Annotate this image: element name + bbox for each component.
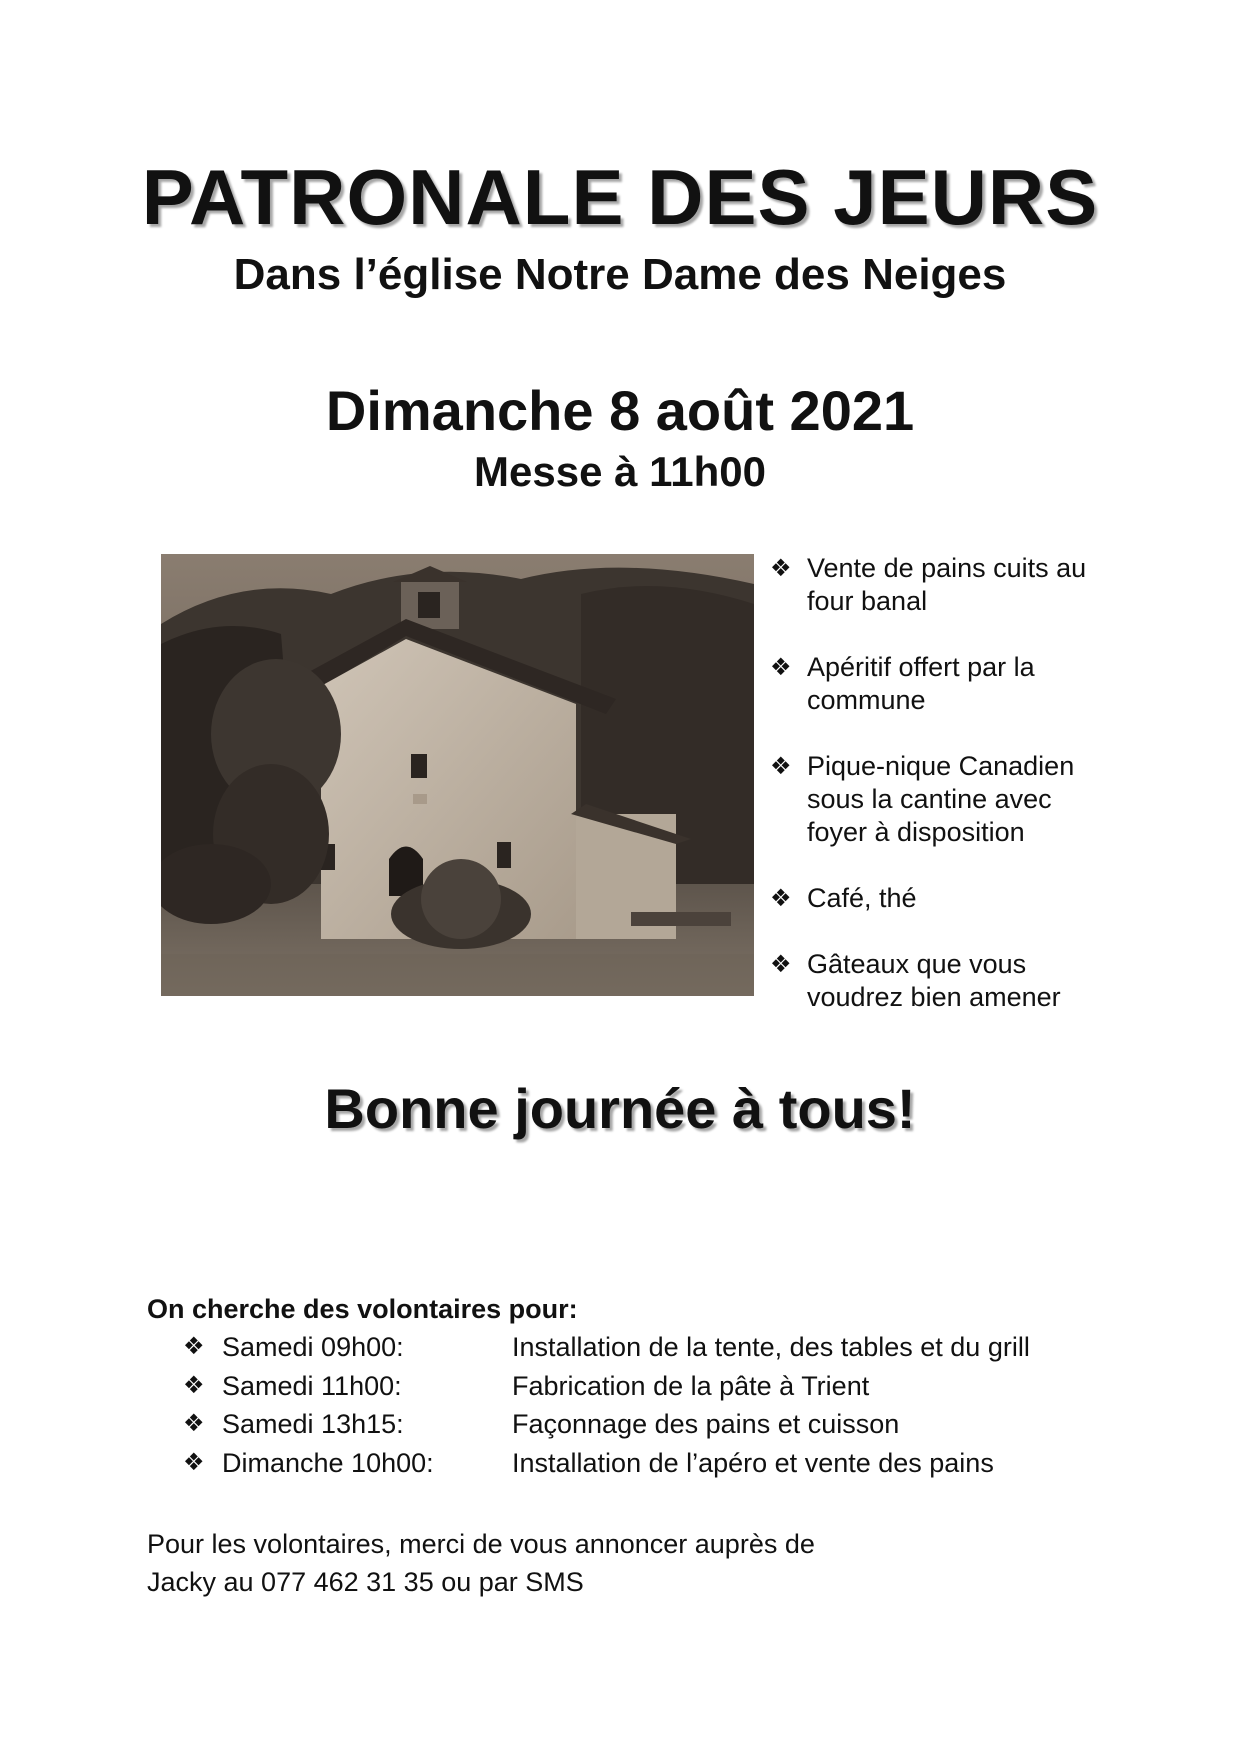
- contact-line: Jacky au 077 462 31 35 ou par SMS: [147, 1567, 584, 1597]
- list-item: ❖ Apéritif offert par la commune: [770, 652, 1035, 715]
- chapel-photo: [161, 554, 754, 996]
- event-mass-time: Messe à 11h00: [474, 448, 766, 495]
- table-row: [147, 1444, 1147, 1483]
- flyer-subtitle: Dans l’église Notre Dame des Neiges: [233, 250, 1007, 299]
- table-row: [147, 1328, 1147, 1367]
- shift-task: Installation de la tente, des tables et du grill: [512, 1332, 1030, 1362]
- table-row: [147, 1405, 1147, 1444]
- diamond-bullet-icon: ❖: [770, 951, 792, 978]
- volunteers-section: [147, 1290, 1147, 1482]
- list-item: ❖ Pique-nique Canadien sous la cantine avec foyer à disposition: [770, 751, 1075, 847]
- shift-task: Installation de l’apéro et vente des pains: [512, 1447, 994, 1478]
- list-item: ❖ Vente de pains cuits au four banal: [770, 553, 1087, 616]
- list-item: ❖ Gâteaux que vous voudrez bien amener: [770, 949, 1061, 1012]
- event-date: Dimanche 8 août 2021: [325, 379, 915, 442]
- shift-time: Samedi 13h15:: [222, 1409, 404, 1439]
- diamond-bullet-icon: ❖: [770, 654, 792, 681]
- diamond-bullet-icon: ❖: [183, 1371, 205, 1399]
- shift-time: Dimanche 10h00:: [222, 1447, 434, 1478]
- flyer-title: PATRONALE DES JEURS: [141, 153, 1099, 241]
- contact-info: [147, 1525, 1047, 1601]
- diamond-bullet-icon: ❖: [183, 1448, 205, 1476]
- activities-list: [770, 552, 1230, 1047]
- list-item: ❖ Café, thé: [770, 883, 917, 913]
- contact-line: Pour les volontaires, merci de vous annoncer auprès de: [147, 1529, 815, 1559]
- table-row: [147, 1367, 1147, 1406]
- diamond-bullet-icon: ❖: [183, 1410, 205, 1437]
- diamond-bullet-icon: ❖: [770, 885, 792, 912]
- shift-time: Samedi 11h00:: [222, 1370, 402, 1401]
- diamond-bullet-icon: ❖: [183, 1333, 205, 1360]
- greeting: Bonne journée à tous!: [324, 1077, 916, 1140]
- diamond-bullet-icon: ❖: [770, 753, 792, 780]
- shift-time: Samedi 09h00:: [222, 1332, 404, 1362]
- shift-task: Façonnage des pains et cuisson: [512, 1409, 900, 1439]
- shift-task: Fabrication de la pâte à Trient: [512, 1370, 870, 1401]
- volunteers-heading: On cherche des volontaires pour:: [147, 1294, 578, 1324]
- diamond-bullet-icon: ❖: [770, 555, 792, 582]
